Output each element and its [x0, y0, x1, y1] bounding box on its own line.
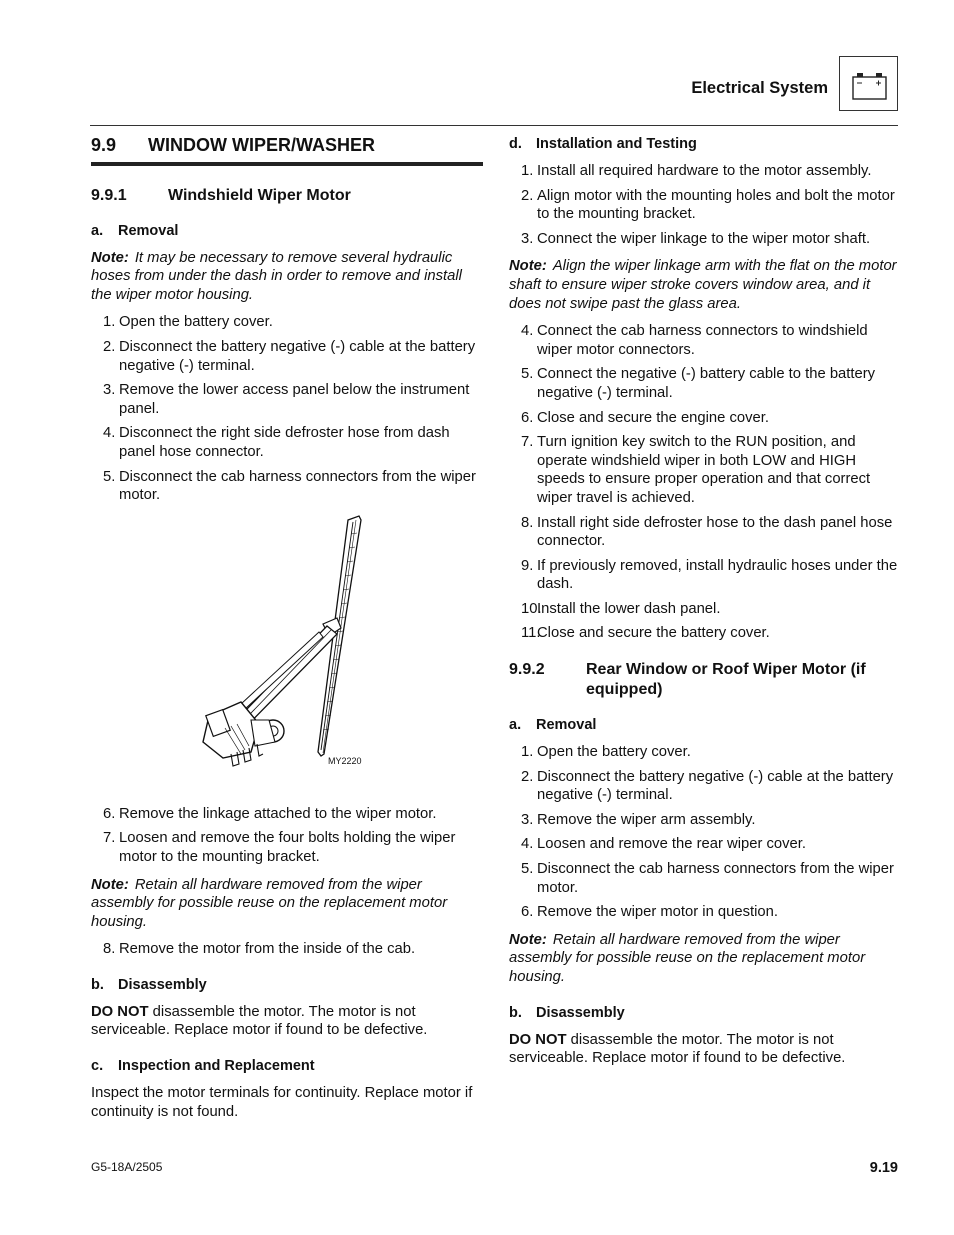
list-item-text: If previously removed, install hydraulic hoses under the dash. — [537, 557, 898, 593]
list-item — [91, 940, 483, 959]
section-title — [91, 133, 483, 166]
list-item-number: 4. — [521, 836, 534, 853]
right-column — [509, 133, 901, 1077]
disassembly-text: DO NOT disassemble the motor. The motor is not serviceable. Replace motor if found to be defective. — [91, 1003, 428, 1039]
list-item-number: 6. — [521, 409, 534, 426]
list-item — [509, 557, 901, 594]
list-item-text: Remove the wiper arm assembly. — [537, 811, 756, 828]
list-item — [509, 600, 901, 619]
list-item — [91, 424, 483, 461]
list-item-number: 1. — [521, 744, 534, 761]
inspection-text: Inspect the motor terminals for continuity. Replace motor if continuity is not found. — [91, 1085, 473, 1120]
list-item-text: Open the battery cover. — [119, 314, 273, 331]
list-item-text: Connect the wiper linkage to the wiper motor shaft. — [537, 230, 871, 247]
removal-steps — [91, 313, 483, 504]
list-item-text: Remove the motor from the inside of the cab. — [119, 941, 416, 958]
list-item — [509, 624, 901, 643]
install-steps-continued — [509, 322, 901, 643]
list-item-text: Align motor with the mounting holes and bolt the motor to the mounting bracket. — [537, 187, 895, 223]
list-item — [509, 433, 901, 507]
list-item-number: 3. — [521, 811, 534, 828]
subsection-2-number: 9.9.2 — [509, 661, 545, 679]
list-item-number: 5. — [521, 366, 534, 383]
list-item-number: 2. — [521, 187, 534, 204]
wiper-motor-illustration — [91, 514, 483, 799]
list-item — [91, 381, 483, 418]
list-item-text: Disconnect the cab harness connectors from the wiper motor. — [537, 861, 894, 896]
rear-disassembly-heading: b. Disassembly — [509, 1004, 625, 1021]
wiper-motor-figure — [91, 514, 483, 799]
list-item-number: 3. — [103, 382, 116, 399]
list-item — [509, 743, 901, 762]
list-item-text: Close and secure the engine cover. — [537, 409, 769, 426]
list-item — [509, 768, 901, 805]
section-heading: WINDOW WIPER/WASHER — [148, 135, 375, 155]
list-item-text: Install all required hardware to the motor assembly. — [537, 163, 872, 179]
list-item-number: 4. — [521, 323, 534, 340]
list-item-text: Install right side defroster hose to the dash panel hose connector. — [537, 514, 893, 550]
removal-steps-final — [91, 940, 483, 959]
rear-removal-heading: a. Removal — [509, 717, 597, 734]
install-note: Note: Align the wiper linkage arm with the flat on the motor shaft to ensure wiper stroke covers window area, and it does not swipe past the glass area. — [509, 258, 897, 312]
list-item-text: Install the lower dash panel. — [537, 600, 721, 617]
removal-steps-continued — [91, 805, 483, 867]
list-item-text: Loosen and remove the rear wiper cover. — [537, 836, 806, 853]
subsection-2-heading: Rear Window or Roof Wiper Motor (if equipped) — [586, 661, 866, 699]
list-item — [509, 187, 901, 224]
list-item-text: Remove the linkage attached to the wiper motor. — [119, 805, 437, 822]
list-item-text: Close and secure the battery cover. — [537, 625, 770, 642]
list-item-number: 11. — [521, 625, 541, 642]
list-item-number: 2. — [103, 338, 116, 355]
header-rule — [90, 125, 898, 126]
list-item-number: 8. — [103, 941, 116, 958]
list-item — [91, 468, 483, 505]
list-item-text: Disconnect the battery negative (-) cable at the battery negative (-) terminal. — [537, 768, 894, 804]
list-item — [509, 811, 901, 830]
subsection-2-title — [509, 660, 901, 700]
figure-label: MY2220 — [328, 755, 362, 766]
list-item — [91, 338, 483, 375]
list-item-number: 1. — [521, 163, 534, 179]
header-title: Electrical System — [691, 79, 828, 97]
list-item-number: 7. — [103, 830, 116, 847]
list-item-number: 6. — [521, 904, 534, 921]
subsection-heading: Windshield Wiper Motor — [168, 186, 351, 204]
subsection-number: 9.9.1 — [91, 186, 127, 204]
list-item-text: Loosen and remove the four bolts holding the wiper motor to the mounting bracket. — [119, 830, 456, 865]
removal-note: Note: It may be necessary to remove several hydraulic hoses from under the dash in order to remove and install the wiper motor housing. — [91, 249, 462, 303]
disassembly-heading: b. Disassembly — [91, 976, 207, 993]
list-item — [91, 829, 483, 866]
list-item-number: 7. — [521, 434, 534, 451]
list-item-text: Disconnect the cab harness connectors from the wiper motor. — [119, 468, 476, 504]
install-heading: d. Installation and Testing — [509, 136, 697, 152]
list-item-number: 4. — [103, 425, 116, 442]
list-item-number: 5. — [521, 861, 534, 878]
list-item-text: Connect the cab harness connectors to windshield wiper motor connectors. — [537, 323, 868, 358]
list-item-number: 5. — [103, 468, 116, 485]
list-item — [509, 903, 901, 922]
list-item — [509, 162, 901, 181]
list-item — [509, 835, 901, 854]
list-item-text: Remove the wiper motor in question. — [537, 904, 778, 921]
removal-heading: a. Removal — [91, 222, 179, 239]
list-item — [91, 805, 483, 824]
list-item — [509, 409, 901, 428]
install-steps — [509, 162, 901, 248]
list-item — [509, 365, 901, 402]
rear-removal-note: Note: Retain all hardware removed from the wiper assembly for possible reuse on the replacement motor housing. — [509, 931, 866, 985]
list-item-number: 3. — [521, 230, 534, 247]
rear-removal-steps — [509, 743, 901, 922]
list-item — [509, 860, 901, 897]
removal-note-2: Note: Retain all hardware removed from the wiper assembly for possible reuse on the replacement motor housing. — [91, 876, 448, 930]
list-item-text: Disconnect the battery negative (-) cable at the battery negative (-) terminal. — [119, 338, 476, 374]
subsection-title — [91, 186, 483, 206]
footer-doc-id: G5-18A/2505 — [91, 1160, 163, 1174]
rear-disassembly-text: DO NOT disassemble the motor. The motor is not serviceable. Replace motor if found to be defective. — [509, 1031, 846, 1067]
inspection-heading: c. Inspection and Replacement — [91, 1058, 315, 1075]
list-item-text: Turn ignition key switch to the RUN position, and operate windshield wiper in both LOW and HIGH speeds to ensure proper operation and that correct wiper travel is achieved. — [537, 434, 871, 506]
list-item-number: 1. — [103, 314, 116, 331]
list-item-number: 6. — [103, 805, 116, 822]
list-item-number: 8. — [521, 514, 534, 531]
list-item-text: Remove the lower access panel below the instrument panel. — [119, 382, 470, 417]
list-item-number: 9. — [521, 557, 534, 574]
list-item-number: 10. — [521, 600, 542, 617]
list-item-text: Open the battery cover. — [537, 744, 691, 761]
section-number: 9.9 — [91, 135, 117, 155]
list-item — [509, 230, 901, 249]
list-item-text: Connect the negative (-) battery cable to the battery negative (-) terminal. — [537, 366, 876, 401]
list-item — [509, 322, 901, 359]
footer-page-number: 9.19 — [869, 1160, 898, 1176]
battery-icon — [839, 56, 898, 111]
list-item-text: Disconnect the right side defroster hose from dash panel hose connector. — [119, 425, 450, 460]
list-item — [91, 313, 483, 332]
list-item-number: 2. — [521, 768, 534, 785]
list-item — [509, 514, 901, 551]
left-column — [91, 133, 483, 1130]
